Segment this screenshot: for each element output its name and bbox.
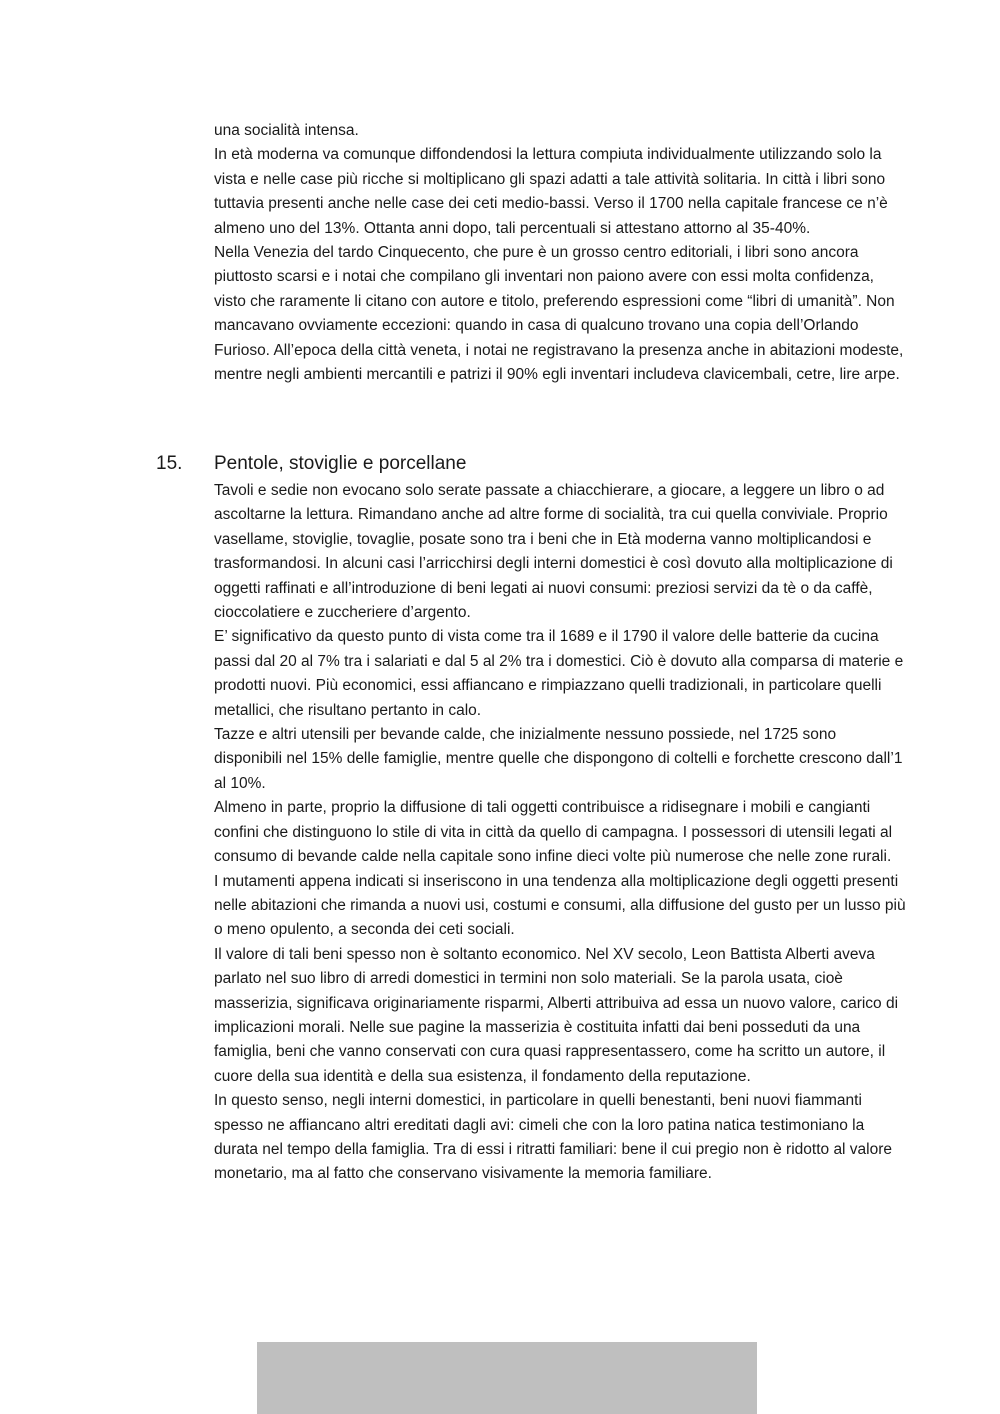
paragraph: E’ significativo da questo punto di vista come tra il 1689 e il 1790 il valore delle batterie da cucina passi dal 20 al 7% tra i salariati e dal 5 al 2% tra i domestici. Ciò è dovuto alla comparsa di materie e prodotti nuovi. Più economici, essi affiancano e rimpiazzano quelli tradizionali, in particolare quelli metallici, che risultano pertanto in calo. <box>214 628 904 719</box>
paragraph: Tazze e altri utensili per bevande calde, che inizialmente nessuno possiede, nel 1725 sono disponibili nel 15% delle famiglie, mentre quelle che dispongono di coltelli e forchette crescono dall’1 al 10%. <box>214 726 903 792</box>
paragraph: Il valore di tali beni spesso non è soltanto economico. Nel XV secolo, Leon Battista Alberti aveva parlato nel suo libro di arredi domestici in termini non solo materiali. Se la parola usata, cioè masserizia, significava originariamente risparmi, Alberti attribuiva ad essa un nuovo valore, carico di implicazioni morali. Nelle sue pagine la masserizia è costituita infatti dai beni posseduti da una famiglia, beni che vanno conservati con cura quasi rappresentassero, come ha scritto un autore, il cuore della sua identità e della sua esistenza, il fondamento della reputazione. <box>214 945 899 1085</box>
paragraph: I mutamenti appena indicati si inseriscono in una tendenza alla moltiplicazione degli oggetti presenti nelle abitazioni che rimanda a nuovi usi, costumi e consumi, alla diffusione del gusto per un lusso più o meno opulento, a seconda dei ceti sociali. <box>214 872 906 939</box>
paragraph: Almeno in parte, proprio la diffusione di tali oggetti contribuisce a ridisegnare i mobili e cangianti confini che distinguono lo stile di vita in città da quello di campagna. I possessori di utensili legati al consumo di bevande calde nella capitale sono infine dieci volte più numerose che nelle zone rurali. <box>214 799 893 866</box>
footer-placeholder <box>257 1342 757 1414</box>
section-title: Pentole, stoviglie e porcellane <box>214 453 467 474</box>
paragraph: Tavoli e sedie non evocano solo serate passate a chiacchierare, a giocare, a leggere un libro o ad ascoltarne la lettura. Rimandano anche ad altre forme di socialità, tra cui quella conviviale. Proprio vasellame, stoviglie, tovaglie, posate sono tra i beni che in Età moderna vanno moltiplicandosi e trasformandosi. In alcuni casi l’arricchirsi degli interni domestici è così dovuto alla moltiplicazione di oggetti raffinati e all’introduzione di beni legati ai nuovi consumi: preziosi servizi da tè o da caffè, cioccolatiere e zuccheriere d’argento. <box>214 482 893 622</box>
intro-text <box>214 119 906 387</box>
paragraph: una socialità intensa. <box>214 122 359 139</box>
section-number: 15. <box>156 453 183 474</box>
paragraph: Nella Venezia del tardo Cinquecento, che pure è un grosso centro editoriali, i libri sono ancora piuttosto scarsi e i notai che compilano gli inventari non paiono avere con essi molta confidenza, visto che raramente li citano con autore e titolo, preferendo espressioni come “libri di umanità”. Non mancavano ovviamente eccezioni: quando in casa di qualcuno trovano una copia dell’Orlando Furioso. All’epoca della città veneta, i notai ne registravano la presenza anche in abitazioni modeste, mentre negli ambienti mercantili e patrizi il 90% egli inventari includeva clavicembali, cetre, lire arpe. <box>214 244 904 384</box>
section-body <box>214 479 906 1187</box>
paragraph: In questo senso, negli interni domestici, in particolare in quelli benestanti, beni nuovi fiammanti spesso ne affiancano altri ereditati dagli avi: cimeli che con la loro patina natica testimoniano la durata nel tempo della famiglia. Tra di essi i ritratti familiari: bene il cui pregio non è ridotto al valore monetario, ma al fatto che conservano visivamente la memoria familiare. <box>214 1092 893 1183</box>
paragraph: In età moderna va comunque diffondendosi la lettura compiuta individualmente utilizzando solo la vista e nelle case più ricche si moltiplicano gli spazi adatti a tale attività solitaria. In città i libri sono tuttavia presenti anche nelle case dei ceti medio-bassi. Verso il 1700 nella capitale francese ce n’è almeno uno del 13%. Ottanta anni dopo, tali percentuali si attestano attorno al 35-40%. <box>214 146 888 237</box>
section-heading <box>156 450 906 478</box>
